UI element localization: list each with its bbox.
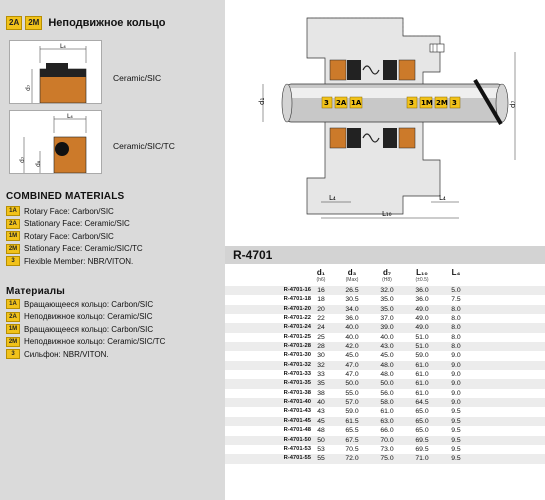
table-row [225,286,545,295]
table-cell: 49.0 [415,305,429,313]
table-cell: 9.5 [451,417,461,425]
table-cell: 5.0 [451,287,461,294]
list-item: 2M Неподвижное кольцо: Ceramic/SIC/TC [6,336,165,349]
table-cell: 65.0 [415,427,429,435]
table-cell: 56.0 [380,389,394,397]
materials-ru-list [6,298,165,361]
table-cell: 51.0 [415,333,429,341]
table-cell-code: R-4701-53 [283,445,311,452]
table-cell: 50.0 [380,380,394,388]
table-cell: 50.0 [345,380,359,388]
table-cell: 65.0 [415,408,429,416]
table-cell: 9.0 [451,380,461,388]
table-cell: 9.5 [451,436,461,444]
table-row [225,445,545,454]
table-cell: 9.5 [451,445,461,453]
material-badge: 1M [6,231,20,241]
table-cell: 57.0 [345,399,359,407]
material-badge: 1M [6,324,20,334]
table-row [225,305,545,314]
table-cell: 65.0 [415,417,429,425]
table-cell-code: R-4701-28 [283,343,311,350]
table-row [225,361,545,370]
table-cell: 61.0 [380,408,394,416]
table-cell: 24 [317,324,325,332]
drawing-badge-1a: 1A [351,99,362,107]
model-header-bar [225,246,545,264]
list-item: 2A Stationary Face: Ceramic/SIC [6,218,143,231]
table-cell: 67.5 [345,436,359,444]
table-cell: 36.0 [345,315,359,323]
table-cell: 30.5 [345,296,359,304]
table-row [225,417,545,426]
list-item: 3 Flexible Member: NBR/VITON. [6,255,143,268]
table-cell: 64.5 [415,399,429,407]
table-cell: 75.0 [380,455,394,463]
table-cell: 26.5 [345,287,359,294]
variant-r3b-material: Ceramic/SIC/TC [113,141,175,151]
table-cell: 71.0 [415,455,429,463]
table-cell-code: R-4701-25 [283,333,311,340]
table-row [225,370,545,379]
table-cell: 35 [317,380,325,388]
table-cell: 59.0 [415,352,429,360]
badge-2m: 2M [25,16,42,30]
combined-materials-list [6,205,143,268]
model-title: R-4701 [233,248,273,262]
table-cell-code: R-4701-30 [283,352,311,359]
table-cell: 8.0 [451,333,461,341]
table-cell: 18 [317,296,325,304]
table-cell-code: R-4701-55 [283,455,311,462]
table-cell-code: R-4701-45 [283,417,311,424]
table-row [225,426,545,435]
table-cell: 28 [317,343,325,351]
table-cell: 63.0 [380,417,394,425]
table-cell: 40.0 [345,324,359,332]
table-cell: 37.0 [380,315,394,323]
drawing-l4b-label: L₄ [439,194,446,202]
table-cell: 61.0 [415,361,429,369]
table-cell: 20 [317,305,325,313]
col-header-d3: d₃ (Max) [345,268,359,283]
r3b-d7-label: d₇ [19,156,26,163]
table-cell: 49.0 [415,315,429,323]
table-cell: 70.0 [380,436,394,444]
table-cell: 50 [317,436,325,444]
table-cell-code: R-4701-35 [283,380,311,387]
header-title: Неподвижное кольцо [48,17,166,29]
table-row [225,407,545,416]
table-cell: 61.5 [345,417,359,425]
table-row [225,342,545,351]
mechanical-seal-icon [225,0,545,240]
table-cell: 22 [317,315,325,323]
table-cell-code: R-4701-40 [283,399,311,406]
table-cell: 36.0 [415,287,429,294]
col-header-d7: d₇ (H8) [382,268,392,283]
table-cell: 48 [317,427,325,435]
list-item: 2M Stationary Face: Ceramic/SIC/TC [6,243,143,256]
table-cell: 55.0 [345,389,359,397]
table-cell: 45 [317,417,325,425]
table-cell: 43 [317,408,325,416]
list-item: 1M Вращающееся кольцо: Carbon/SIC [6,323,165,336]
list-item: 1A Вращающееся кольцо: Carbon/SIC [6,298,165,311]
table-cell: 8.0 [451,343,461,351]
table-cell: 9.0 [451,389,461,397]
table-cell: 53 [317,445,325,453]
drawing-badge-1m: 1M [421,99,433,107]
drawing-badge-3: 3 [324,99,329,107]
table-cell: 40 [317,399,325,407]
table-cell: 47.0 [345,361,359,369]
material-badge: 1A [6,299,20,309]
table-cell: 69.5 [415,445,429,453]
table-cell: 9.5 [451,427,461,435]
table-row [225,398,545,407]
table-cell: 8.0 [451,305,461,313]
table-cell-code: R-4701-50 [283,436,311,443]
table-cell: 45.0 [380,352,394,360]
table-row [225,333,545,342]
table-row [225,295,545,304]
drawing-badge-3b: 3 [409,99,414,107]
drawing-l10-label: L₁₀ [382,210,392,218]
table-cell-code: R-4701-18 [283,296,311,303]
ring-rb-icon [10,41,101,103]
table-cell: 61.0 [415,389,429,397]
table-cell: 9.0 [451,361,461,369]
col-header-d1: d₁ (h6) [316,268,326,283]
table-cell: 9.5 [451,455,461,463]
table-cell: 32 [317,361,325,369]
table-cell: 66.0 [380,427,394,435]
table-row [225,436,545,445]
table-cell: 9.0 [451,352,461,360]
material-badge: 2M [6,244,20,254]
material-badge: 2A [6,312,20,322]
variant-rb-material: Ceramic/SIC [113,73,162,83]
variant-r3b-drawing [9,110,102,174]
table-cell-code: R-4701-48 [283,427,311,434]
list-item: 3 Сильфон: NBR/VITON. [6,348,165,361]
col-header-l4: L₄ [451,268,461,277]
material-badge: 2A [6,219,20,229]
table-cell: 16 [317,287,325,294]
variant-rb-drawing [9,40,102,104]
table-cell-code: R-4701-33 [283,371,311,378]
table-cell-code: R-4701-32 [283,361,311,368]
table-body [225,286,545,464]
table-cell: 51.0 [415,343,429,351]
badge-2a: 2A [6,16,22,30]
table-cell-code: R-4701-24 [283,324,311,331]
table-cell: 39.0 [380,324,394,332]
table-cell: 58.0 [380,399,394,407]
table-cell: 69.5 [415,436,429,444]
table-cell: 55 [317,455,325,463]
table-row [225,323,545,332]
table-cell: 8.0 [451,315,461,323]
table-cell-code: R-4701-16 [283,287,311,293]
table-cell: 7.5 [451,296,461,304]
r3b-l4-label: L₄ [67,113,73,120]
stationary-ring-header [6,16,166,30]
drawing-d1-label: d₁ [258,97,266,105]
drawing-l4a-label: L₄ [329,194,336,202]
table-cell: 40.0 [345,333,359,341]
table-cell: 25 [317,333,325,341]
material-badge: 2M [6,337,20,347]
table-cell: 48.0 [380,361,394,369]
r3b-d8-label: d₈ [35,160,42,167]
materials-ru-title: Материалы [6,286,65,297]
table-cell: 45.0 [345,352,359,360]
drawing-badge-3c: 3 [452,99,457,107]
table-cell: 47.0 [345,371,359,379]
table-cell: 42.0 [345,343,359,351]
table-cell: 70.5 [345,445,359,453]
material-badge: 1A [6,206,20,216]
material-badge: 3 [6,349,20,359]
table-cell: 61.0 [415,380,429,388]
table-cell: 9.5 [451,408,461,416]
list-item: 1M Rotary Face: Carbon/SIC [6,230,143,243]
drawing-d7-label: d₇ [509,100,517,108]
table-cell: 35.0 [380,305,394,313]
list-item: 2A Неподвижное кольцо: Ceramic/SIC [6,311,165,324]
table-cell: 33 [317,371,325,379]
table-cell: 38 [317,389,325,397]
seal-assembly-drawing [225,0,545,240]
table-cell: 65.5 [345,427,359,435]
drawing-badge-2a: 2A [336,99,347,107]
table-cell: 8.0 [451,324,461,332]
table-cell: 35.0 [380,296,394,304]
col-header-l10: L₁₀ (±0.5) [415,268,429,283]
table-cell: 32.0 [380,287,394,294]
drawing-badge-2m: 2M [436,99,448,107]
table-cell: 40.0 [380,333,394,341]
table-cell: 36.0 [415,296,429,304]
table-cell: 43.0 [380,343,394,351]
table-cell: 9.0 [451,371,461,379]
rb-d7-label: d₇ [25,84,32,91]
table-cell: 30 [317,352,325,360]
table-row [225,351,545,360]
table-row [225,389,545,398]
list-item: 1A Rotary Face: Carbon/SIC [6,205,143,218]
table-row [225,379,545,388]
table-cell: 59.0 [345,408,359,416]
table-cell: 34.0 [345,305,359,313]
table-cell-code: R-4701-20 [283,305,311,312]
table-cell: 73.0 [380,445,394,453]
table-cell-code: R-4701-22 [283,315,311,322]
table-cell-code: R-4701-38 [283,389,311,396]
combined-materials-title: COMBINED MATERIALS [6,191,125,202]
table-cell: 61.0 [415,371,429,379]
table-cell-code: R-4701-43 [283,408,311,415]
ring-r3b-icon [10,111,101,173]
table-cell: 72.0 [345,455,359,463]
table-cell: 9.0 [451,399,461,407]
rb-l4-label: L₄ [60,43,66,50]
table-cell: 49.0 [415,324,429,332]
material-badge: 3 [6,256,20,266]
table-row [225,314,545,323]
table-row [225,454,545,463]
table-cell: 48.0 [380,371,394,379]
